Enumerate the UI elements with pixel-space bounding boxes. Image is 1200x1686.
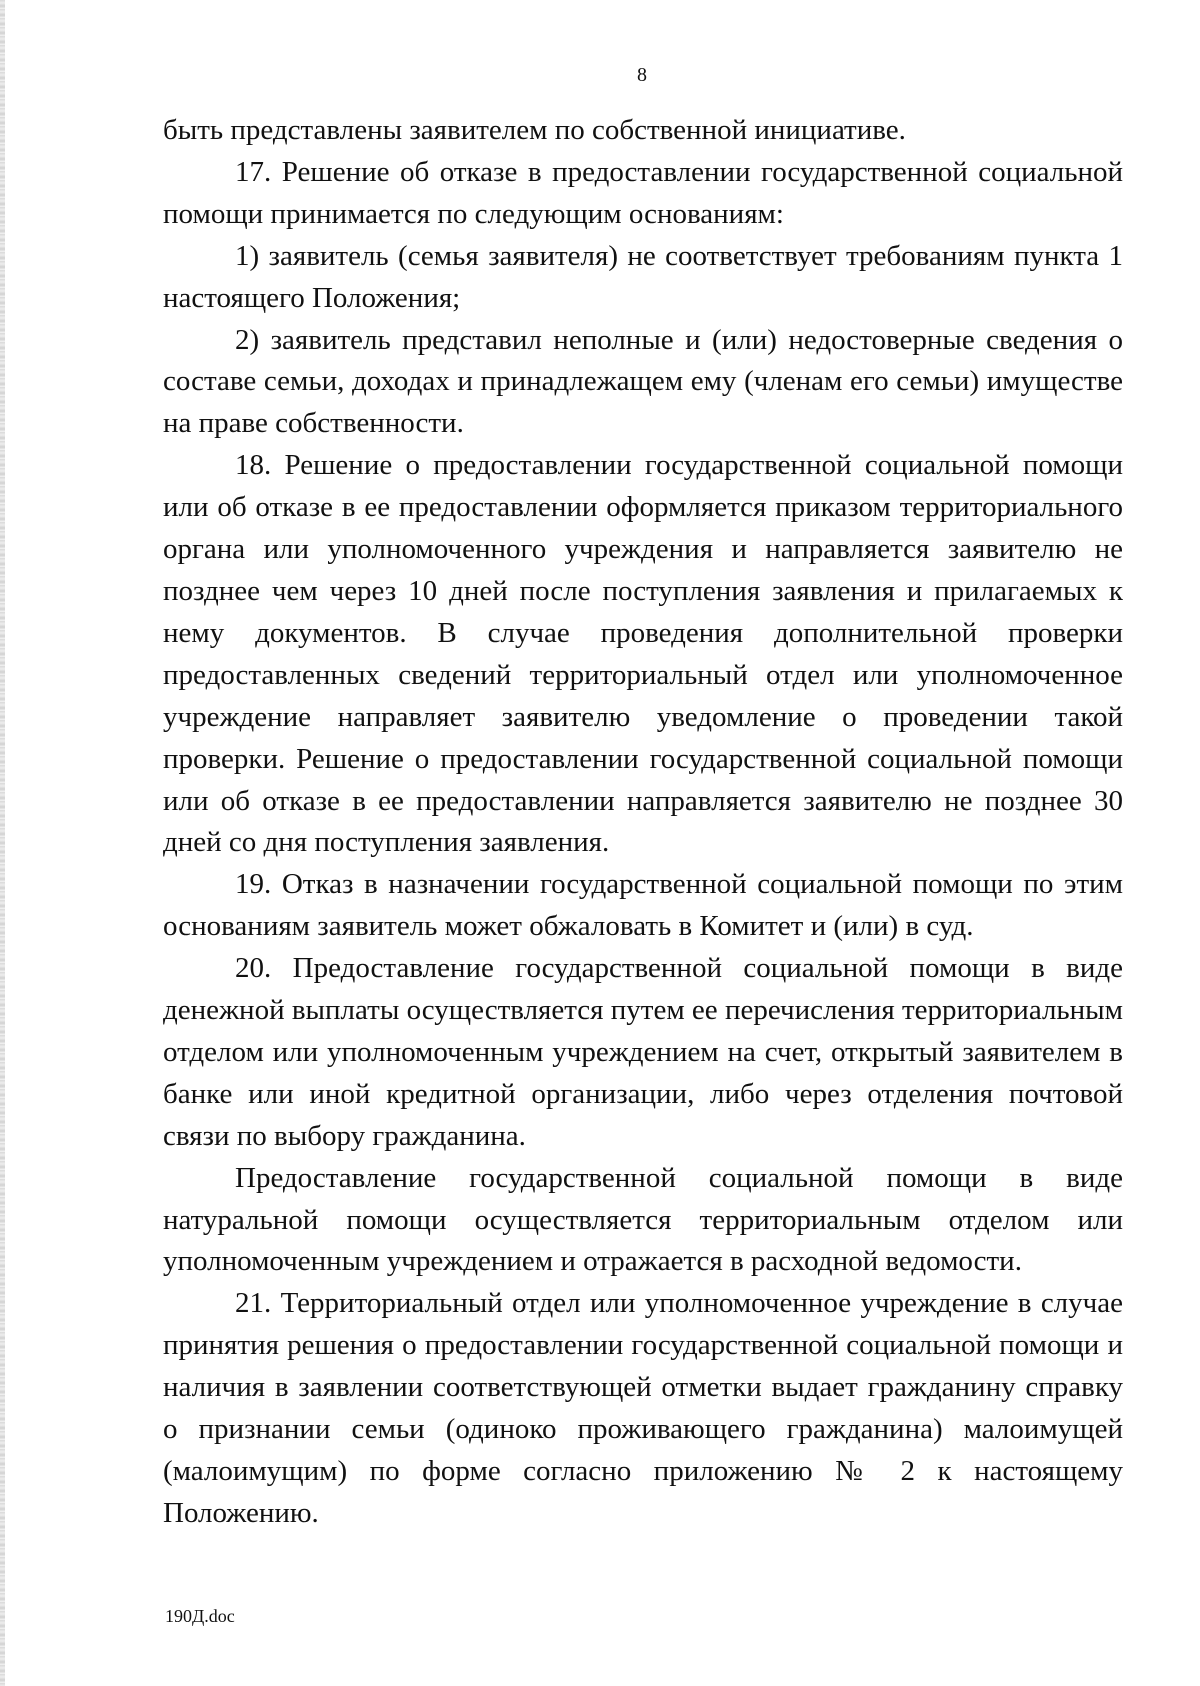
document-body bbox=[163, 110, 1123, 1535]
paragraph-continuation: быть представлены заявителем по собственной инициативе. bbox=[163, 114, 906, 146]
paragraph-20-natural-aid: Предоставление государственной социальной помощи в виде натуральной помощи осуществляется территориальным отделом или уполномоченным учреждением и отражается в расходной ведомости. bbox=[163, 1161, 1123, 1278]
paragraph-17: 17. Решение об отказе в предоставлении государственной социальной помощи принимается по следующим основаниям: bbox=[163, 155, 1123, 230]
footer-filename: 190Д.doc bbox=[165, 1606, 235, 1626]
list-item-2: 2) заявитель представил неполные и (или) недостоверные сведения о составе семьи, доходах и принадлежащем ему (членам его семьи) имуществе на праве собственности. bbox=[163, 323, 1123, 440]
paragraph-18: 18. Решение о предоставлении государственной социальной помощи или об отказе в ее предоставлении оформляется приказом территориального органа или уполномоченного учреждения и направляется заявителю не позднее чем через 10 дней после поступления заявления и прилагаемых к нему документов. В случае проведения дополнительной проверки предоставленных сведений территориальный отдел или уполномоченное учреждение направляет заявителю уведомление о проведении такой проверки. Решение о предоставлении государственной социальной помощи или об отказе в ее предоставлении направляется заявителю не позднее 30 дней со дня поступления заявления. bbox=[163, 449, 1123, 859]
paragraph-20: 20. Предоставление государственной социальной помощи в виде денежной выплаты осуществляется путем ее перечисления территориальным отделом или уполномоченным учреждением на счет, открытый заявителем в банке или иной кредитной организации, либо через отделения почтовой связи по выбору гражданина. bbox=[163, 952, 1123, 1152]
paragraph-21: 21. Территориальный отдел или уполномоченное учреждение в случае принятия решения о предоставлении государственной социальной помощи и наличия в заявлении соответствующей отметки выдает гражданину справку о признании семьи (одиноко проживающего гражданина) малоимущей (малоимущим) по форме согласно приложению № 2 к настоящему Положению. bbox=[163, 1287, 1123, 1529]
list-item-1: 1) заявитель (семья заявителя) не соответствует требованиям пункта 1 настоящего Положения; bbox=[163, 239, 1123, 314]
paragraph-19: 19. Отказ в назначении государственной социальной помощи по этим основаниям заявитель может обжаловать в Комитет и (или) в суд. bbox=[163, 868, 1123, 943]
page-number: 8 bbox=[637, 64, 647, 86]
scan-edge bbox=[0, 0, 5, 1686]
